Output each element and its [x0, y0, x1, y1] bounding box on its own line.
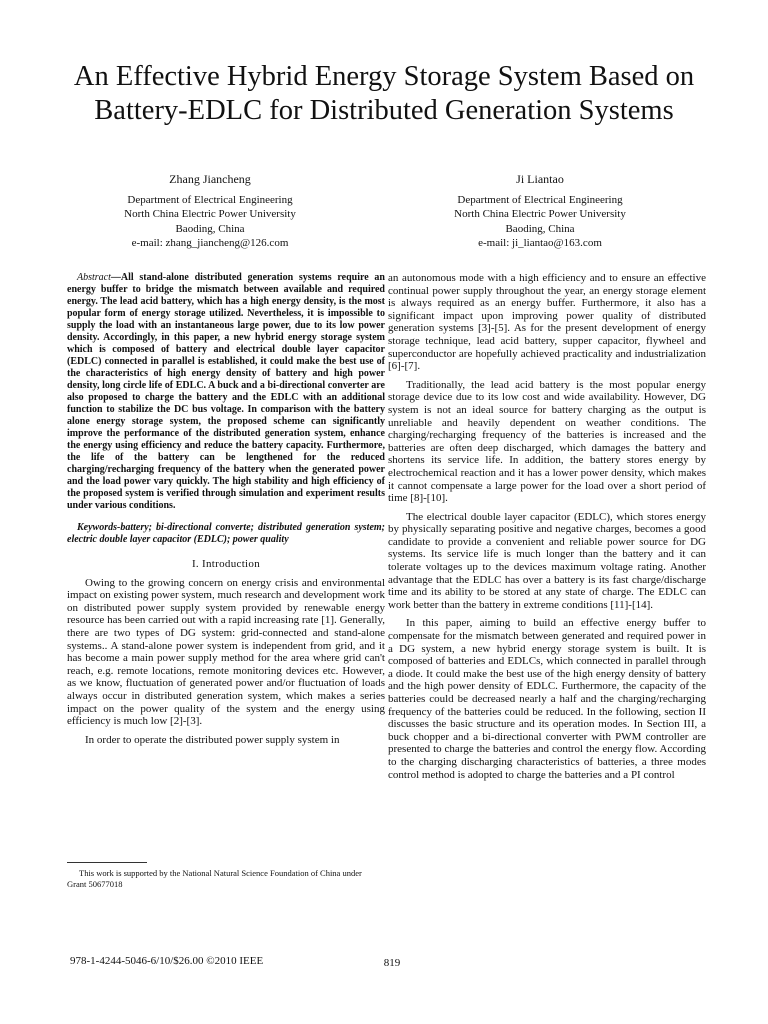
abstract-text: —All stand-alone distributed generation systems require an energy buffer to bridge the mismatch between available and required energy. The lead acid battery, which has a high energy density, is the most popular form of energy storage utilized. Nevertheless, it is impossible to supply the load with an instantaneous large power, due to its low power density. Accordingly, in this paper, a new hybrid energy storage system which is composed of battery and electrical double layer capacitor (EDLC) connected in parallel is established, it could make the best use of the characteristics of high energy density of battery and high power density, long circle life of EDLC. A buck and a bi-directional converter are also proposed to charge the battery and the EDLC with an additional function to stabilize the DC bus voltage. In comparison with the battery alone energy storage system, the proposed scheme can significantly improve the performance of the distributed generation system, enhance the energy using efficiency and reduce the battery capacity. Furthermore, the life of the battery can be lengthened for the reduced charging/recharging frequency of the battery when the generated power and the load power vary quickly. The high stability and high efficiency of the proposed system is verified through simulation and experiment results under various conditions. [67, 272, 385, 511]
left-column [67, 272, 385, 752]
keywords-text: battery; bi-directional converte; distributed generation system; electric double layer capacitor (EDLC); power quality [67, 522, 385, 545]
author-name: Ji Liantao [516, 172, 564, 186]
paper-title: An Effective Hybrid Energy Storage System Based on Battery-EDLC for Distributed Generation Systems [73, 61, 695, 126]
paragraph: Traditionally, the lead acid battery is the most popular energy storage device due to its low cost and wide availability. However, DG system is not an ideal source for battery charging as the output is unreliable and heavily dependent on weather conditions. The charging/recharging frequency of the batteries is increased and the batteries are often deep discharged, which damages the battery and shortens its service life. In addition, the battery stores energy by electrochemical reaction and it has a lower power density, which makes it cannot compensate a large power for the load over a short period of time [8]-[10]. [388, 378, 706, 505]
right-column [388, 272, 706, 787]
author-email: e-mail: zhang_jiancheng@126.com [131, 237, 289, 249]
author-block-1 [60, 172, 360, 251]
footnote-divider [67, 862, 147, 863]
footer-isbn: 978-1-4244-5046-6/10/$26.00 ©2010 IEEE [70, 955, 264, 967]
section-heading-introduction: I. Introduction [191, 558, 261, 570]
keywords-lead: Keywords- [77, 522, 121, 533]
paragraph: The electrical double layer capacitor (EDLC), which stores energy by physically separating positive and negative charges, becomes a good candidate to provide a convenient and reliable power source for DG systems. Its service life is much longer than the battery and it can tolerate voltages up to the devices maximum voltage rating. Another advantage that the EDLC has over a battery is its fast charge/discharge time and its ability to be stored at any state of charge. The EDLC can work better than the battery in extreme conditions [11]-[14]. [388, 510, 706, 611]
author-city: Baoding, China [505, 222, 575, 235]
abstract-lead: Abstract [77, 272, 111, 283]
author-department: Department of Electrical Engineering [457, 193, 623, 206]
abstract [67, 272, 385, 512]
author-name: Zhang Jiancheng [169, 172, 251, 186]
footnote: This work is supported by the National Natural Science Foundation of China under Grant 50677018 [67, 868, 362, 889]
paragraph: Owing to the growing concern on energy crisis and environmental impact on existing power system, much research and development work on distributed power supply system provided by renewable energy resource has been carried out with a rapid increasing rate [1]. Generally, there are two types of DG system: grid-connected and stand-alone systems.. A stand-alone power system is independent from grid, and it has become a main power supply method for the area where grid can't reach, e.g. remote locations, remote monitoring devices etc. However, as we know, fluctuation of generated power and/or fluctuation of loads always occur in distributed generation system, which makes a series impact on the power quality of the system and the energy using efficiency is much low [2]-[3]. [67, 576, 385, 728]
author-university: North China Electric Power University [454, 208, 626, 220]
author-university: North China Electric Power University [124, 208, 296, 220]
page-number: 819 [383, 957, 401, 969]
author-block-2 [390, 172, 690, 251]
author-department: Department of Electrical Engineering [127, 193, 293, 206]
keywords [67, 522, 385, 546]
paragraph: In this paper, aiming to build an effective energy buffer to compensate for the mismatch between generated and required power in a DG system, a new hybrid energy storage system is built. It is composed of batteries and EDLCs, which connected in parallel through a diode. It could make the best use of the high energy density of battery and the high power density of EDLC. Furthermore, the capacity of the batteries could be decreased nearly a half and the charging/recharging frequency of the batteries could be reduced. In the following, section II discusses the basic structure and its operation modes. In Section III, a buck chopper and a bi-directional converter with PWM controller are presented to charge the batteries and control the energy flow. According to the charging discharging characteristics of batteries, a three modes control method is adopted to charge the batteries and a PI control [388, 617, 706, 781]
author-email: e-mail: ji_liantao@163.com [478, 237, 602, 249]
paragraph: In order to operate the distributed power supply system in [85, 733, 340, 746]
author-city: Baoding, China [175, 222, 245, 235]
paragraph: an autonomous mode with a high efficiency and to ensure an effective continual power supply throughout the year, an energy storage element is always required as an energy buffer. Furthermore, it also has a significant impact upon improving power quality of distributed generation systems [3]-[5]. As for the present development of energy storage technique, lead acid battery, supper capacitor, flywheel and superconductor are hopefully achieved practicality and industrialization [6]-[7]. [388, 272, 706, 373]
